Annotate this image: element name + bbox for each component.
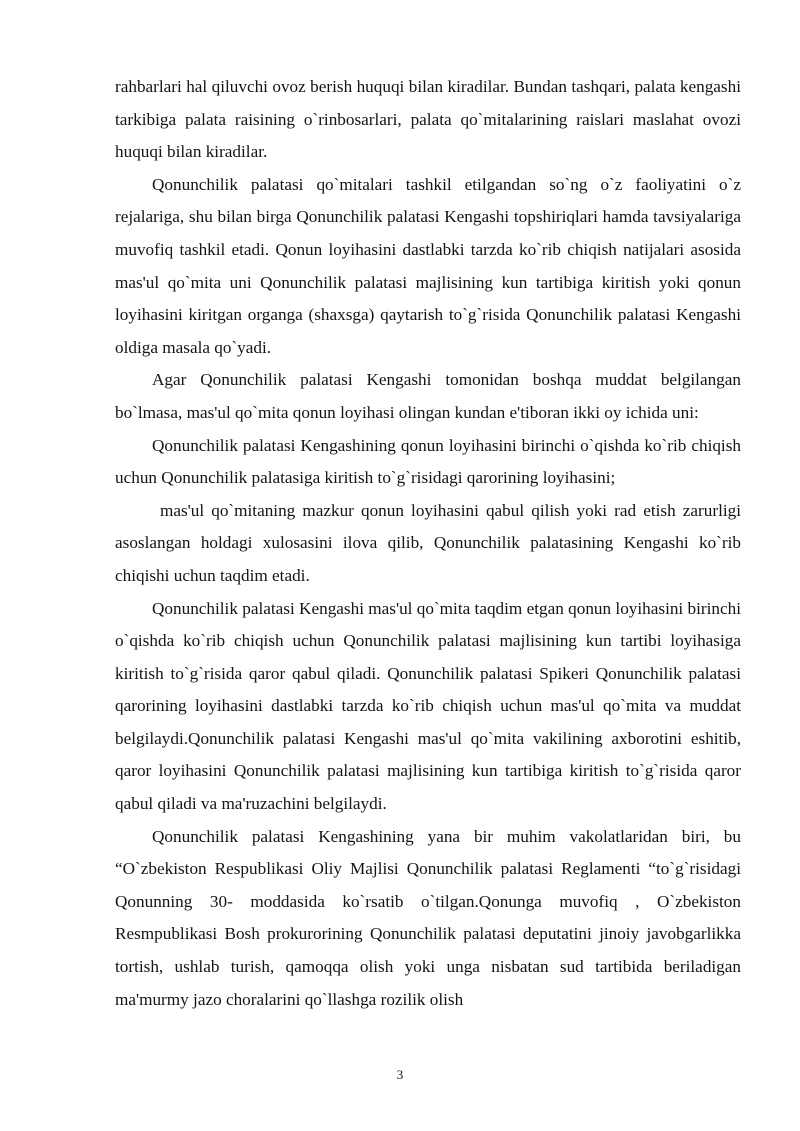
paragraph-1: rahbarlari hal qiluvchi ovoz berish huquqi bilan kiradilar. Bundan tashqari, palata kengashi tarkibiga palata raisining o`rinbosarlari, palata qo`mitalarining raislari maslahat ovozi huquqi bilan kiradilar. [115, 77, 741, 162]
document-body [115, 71, 741, 1016]
paragraph-6: Qonunchilik palatasi Kengashi mas'ul qo`mita taqdim etgan qonun loyihasini birinchi o`qishda ko`rib chiqish uchun Qonunchilik palatasi majlisining kun tartibi loyihasiga kiritish to`g`risida qaror qabul qiladi. Qonunchilik palatasi Spikeri Qonunchilik palatasi qarorining loyihasini dastlabki tarzda ko`rib chiqish uchun mas'ul qo`mita va muddat belgilaydi.Qonunchilik palatasi Kengashi mas'ul qo`mita vakilining axborotini eshitib, qaror loyihasini Qonunchilik palatasi majlisining kun tartibiga kiritish to`g`risida qaror qabul qiladi va ma'ruzachini belgilaydi. [115, 598, 741, 814]
page-number: 3 [396, 1067, 404, 1082]
paragraph-2: Qonunchilik palatasi qo`mitalari tashkil etilgandan so`ng o`z faoliyatini o`z rejalariga, shu bilan birga Qonunchilik palatasi Kengashi topshiriqlari hamda tavsiyalariga muvofiq tashkil etadi. Qonun loyihasini dastlabki tarzda ko`rib chiqish natijalari asosida mas'ul qo`mita uni Qonunchilik palatasi majlisining kun tartibiga kiritish yoki qonun loyihasini kiritgan organga (shaxsga) qaytarish to`g`risida Qonunchilik palatasi Kengashi oldiga masala qo`yadi. [115, 174, 741, 357]
paragraph-5: mas'ul qo`mitaning mazkur qonun loyihasini qabul qilish yoki rad etish zarurligi asoslangan holdagi xulosasini ilova qilib, Qonunchilik palatasining Kengashi ko`rib chiqishi uchun taqdim etadi. [115, 500, 741, 585]
paragraph-7: Qonunchilik palatasi Kengashining yana bir muhim vakolatlaridan biri, bu “O`zbekiston Respublikasi Oliy Majlisi Qonunchilik palatasi Reglamenti “to`g`risidagi Qonunning 30- moddasida ko`rsatib o`tilgan.Qonunga muvofiq , O`zbekiston Resmpublikasi Bosh prokurorining Qonunchilik palatasi deputatini jinoiy javobgarlikka tortish, ushlab turish, qamoqqa olish yoki unga nisbatan sud tartibida beriladigan ma'murmy jazo choralarini qo`llashga rozilik olish [115, 826, 741, 1009]
paragraph-3: Agar Qonunchilik palatasi Kengashi tomonidan boshqa muddat belgilangan bo`lmasa, mas'ul qo`mita qonun loyihasi olingan kundan e'tiboran ikki oy ichida uni: [115, 370, 741, 422]
paragraph-4: Qonunchilik palatasi Kengashining qonun loyihasini birinchi o`qishda ko`rib chiqish uchun Qonunchilik palatasiga kiritish to`g`risidagi qarorining loyihasini; [115, 435, 741, 488]
